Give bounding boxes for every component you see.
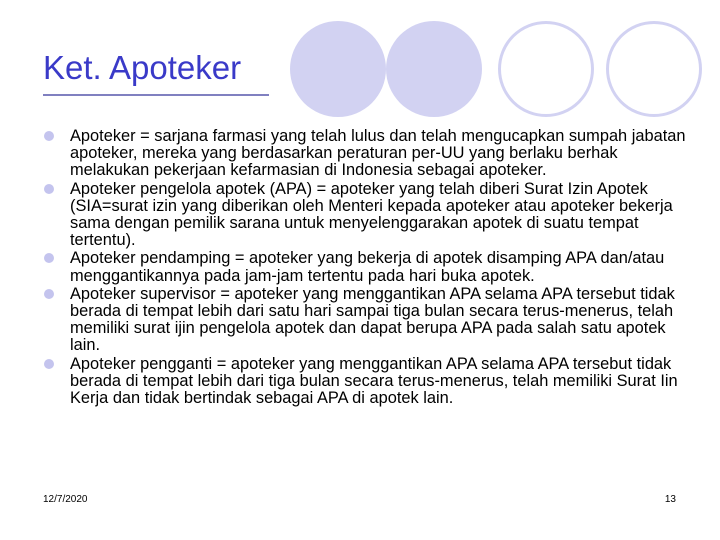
decor-ring-1: [498, 21, 594, 117]
bullet-dot-icon: [44, 289, 54, 299]
bullet-item: [44, 181, 694, 250]
page-number: 13: [664, 494, 676, 505]
bullet-text: Apoteker pendamping = apoteker yang bekerja di apotek disamping APA dan/atau menggantikannya pada jam-jam tertentu pada hari buka apotek.: [70, 249, 665, 285]
bullet-dot-icon: [44, 184, 54, 194]
bullet-list: [44, 128, 694, 408]
bullet-text: Apoteker = sarjana farmasi yang telah lulus dan telah mengucapkan sumpah jabatan apoteker, mereka yang berdasarkan peraturan per-UU yang berlaku berhak melakukan pekerjaan kefarmasian di Indonesia sebagai apoteker.: [70, 127, 686, 180]
bullet-item: [44, 356, 694, 408]
bullet-item: [44, 128, 694, 180]
title-underline: [43, 94, 269, 96]
decor-circle-1: [290, 21, 386, 117]
slide-title: Ket. Apoteker: [43, 49, 242, 86]
bullet-dot-icon: [44, 131, 54, 141]
bullet-text: Apoteker pengganti = apoteker yang menggantikan APA selama APA tersebut tidak berada di tempat lebih dari tiga bulan secara terus-menerus, telah memiliki Surat Iin Kerja dan tidak bertindak sebagai APA di apotek lain.: [70, 354, 678, 408]
decor-ring-2: [606, 21, 702, 117]
bullet-text: Apoteker supervisor = apoteker yang menggantikan APA selama APA tersebut tidak berada di tempat lebih dari satu hari sampai tiga bulan secara terus-menerus, telah memiliki surat ijin pengelola apotek dan dapat berupa APA pada salah satu apotek lain.: [70, 284, 675, 355]
bullet-dot-icon: [44, 253, 54, 263]
bullet-item: [44, 250, 694, 284]
bullet-text: Apoteker pengelola apotek (APA) = apoteker yang telah diberi Surat Izin Apotek (SIA=surat izin yang diberikan oleh Menteri kepada apoteker atau apoteker bekerja sama dengan pemilik sarana untuk menyelenggarakan apotek di suatu tempat tertentu).: [70, 179, 673, 250]
footer-date: 12/7/2020: [43, 494, 88, 505]
bullet-item: [44, 286, 694, 355]
decor-circle-2: [386, 21, 482, 117]
bullet-dot-icon: [44, 359, 54, 369]
